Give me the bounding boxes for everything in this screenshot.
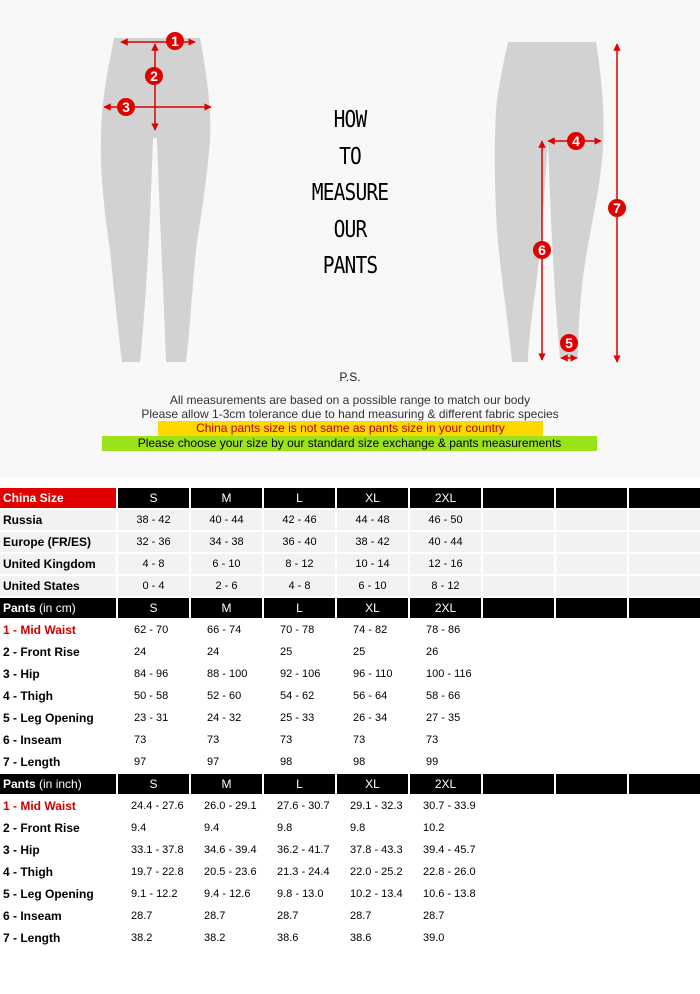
empty-cell xyxy=(629,708,700,728)
size-value: 74 - 82 xyxy=(337,620,408,640)
empty-cell xyxy=(483,730,554,750)
unit-label: (in cm) xyxy=(35,601,76,615)
size-value: 73 xyxy=(337,730,408,750)
measurement-guide xyxy=(0,0,700,478)
empty-cell xyxy=(483,664,554,684)
empty-cell xyxy=(483,906,554,926)
empty-header-cell xyxy=(556,598,627,618)
size-value: 46 - 50 xyxy=(410,510,481,530)
size-value: 52 - 60 xyxy=(191,686,262,706)
size-value: 24 - 32 xyxy=(191,708,262,728)
size-value: 9.8 xyxy=(337,818,408,838)
empty-cell xyxy=(629,664,700,684)
table-row xyxy=(0,642,700,662)
row-label: 5 - Leg Opening xyxy=(0,884,116,904)
empty-cell xyxy=(629,752,700,772)
empty-cell xyxy=(556,554,627,574)
size-value: 50 - 58 xyxy=(118,686,189,706)
empty-header-cell xyxy=(629,598,700,618)
row-label: 1 - Mid Waist xyxy=(0,620,116,640)
size-value: 33.1 - 37.8 xyxy=(118,840,189,860)
size-value: 10.2 xyxy=(410,818,481,838)
empty-header-cell xyxy=(629,774,700,794)
size-value: 28.7 xyxy=(264,906,335,926)
row-label: 5 - Leg Opening xyxy=(0,708,116,728)
empty-cell xyxy=(629,510,700,530)
size-value: 22.0 - 25.2 xyxy=(337,862,408,882)
table-row xyxy=(0,510,700,530)
size-value: 4 - 8 xyxy=(264,576,335,596)
size-value: 37.8 - 43.3 xyxy=(337,840,408,860)
size-value: 34 - 38 xyxy=(191,532,262,552)
size-value: 34.6 - 39.4 xyxy=(191,840,262,860)
size-value: 70 - 78 xyxy=(264,620,335,640)
size-header: 2XL xyxy=(410,598,481,618)
size-value: 28.7 xyxy=(118,906,189,926)
empty-cell xyxy=(483,708,554,728)
table-row xyxy=(0,576,700,596)
size-value: 6 - 10 xyxy=(191,554,262,574)
china-header-label: China Size xyxy=(0,488,116,508)
size-value: 9.4 xyxy=(191,818,262,838)
table-row xyxy=(0,862,700,882)
size-header: S xyxy=(118,598,189,618)
empty-header-cell xyxy=(483,488,554,508)
svg-text:5: 5 xyxy=(565,335,573,351)
size-value: 62 - 70 xyxy=(118,620,189,640)
empty-cell xyxy=(556,664,627,684)
size-value: 39.4 - 45.7 xyxy=(410,840,481,860)
row-label: 3 - Hip xyxy=(0,664,116,684)
size-value: 21.3 - 24.4 xyxy=(264,862,335,882)
size-value: 6 - 10 xyxy=(337,576,408,596)
empty-cell xyxy=(556,928,627,948)
table-row xyxy=(0,532,700,552)
size-value: 58 - 66 xyxy=(410,686,481,706)
note-line: All measurements are based on a possible range to match our body xyxy=(169,393,531,407)
size-value: 100 - 116 xyxy=(410,664,481,684)
size-value: 27.6 - 30.7 xyxy=(264,796,335,816)
table-row xyxy=(0,708,700,728)
table-row xyxy=(0,906,700,926)
empty-header-cell xyxy=(483,598,554,618)
size-value: 25 xyxy=(264,642,335,662)
size-value: 38.2 xyxy=(191,928,262,948)
china-header-row xyxy=(0,488,700,508)
size-value: 98 xyxy=(264,752,335,772)
empty-cell xyxy=(483,554,554,574)
size-value: 39.0 xyxy=(410,928,481,948)
size-header: L xyxy=(264,598,335,618)
size-value: 99 xyxy=(410,752,481,772)
size-value: 29.1 - 32.3 xyxy=(337,796,408,816)
table-row xyxy=(0,752,700,772)
svg-text:7: 7 xyxy=(613,200,621,216)
empty-cell xyxy=(629,554,700,574)
table-row xyxy=(0,730,700,750)
row-label: United Kingdom xyxy=(0,554,116,574)
empty-cell xyxy=(556,796,627,816)
empty-cell xyxy=(556,642,627,662)
size-value: 73 xyxy=(264,730,335,750)
size-value: 2 - 6 xyxy=(191,576,262,596)
svg-text:6: 6 xyxy=(538,242,546,258)
size-header: 2XL xyxy=(410,488,481,508)
svg-text:1: 1 xyxy=(171,33,179,49)
empty-cell xyxy=(556,884,627,904)
empty-cell xyxy=(556,730,627,750)
size-value: 66 - 74 xyxy=(191,620,262,640)
size-value: 19.7 - 22.8 xyxy=(118,862,189,882)
empty-cell xyxy=(629,730,700,750)
empty-cell xyxy=(483,752,554,772)
size-value: 9.4 - 12.6 xyxy=(191,884,262,904)
empty-cell xyxy=(629,906,700,926)
table-row xyxy=(0,840,700,860)
size-value: 92 - 106 xyxy=(264,664,335,684)
row-label: 3 - Hip xyxy=(0,840,116,860)
row-label: 2 - Front Rise xyxy=(0,818,116,838)
row-label: 2 - Front Rise xyxy=(0,642,116,662)
empty-header-cell xyxy=(556,774,627,794)
marker-1 xyxy=(166,32,184,50)
empty-cell xyxy=(556,686,627,706)
empty-cell xyxy=(556,840,627,860)
empty-cell xyxy=(556,620,627,640)
empty-cell xyxy=(556,532,627,552)
size-value: 44 - 48 xyxy=(337,510,408,530)
empty-cell xyxy=(556,576,627,596)
empty-cell xyxy=(483,686,554,706)
size-value: 10 - 14 xyxy=(337,554,408,574)
marker-3 xyxy=(117,98,135,116)
size-value: 73 xyxy=(191,730,262,750)
marker-2 xyxy=(145,67,163,85)
size-value: 36.2 - 41.7 xyxy=(264,840,335,860)
size-value: 9.8 - 13.0 xyxy=(264,884,335,904)
size-value: 38.2 xyxy=(118,928,189,948)
empty-cell xyxy=(483,620,554,640)
size-value: 26.0 - 29.1 xyxy=(191,796,262,816)
back-leggings-shape xyxy=(495,42,604,362)
size-table xyxy=(0,486,700,950)
row-label: 4 - Thigh xyxy=(0,862,116,882)
size-header: M xyxy=(191,598,262,618)
size-value: 10.2 - 13.4 xyxy=(337,884,408,904)
size-value: 73 xyxy=(410,730,481,750)
empty-cell xyxy=(556,752,627,772)
size-value: 38 - 42 xyxy=(337,532,408,552)
size-header: S xyxy=(118,774,189,794)
cm-header-label: Pants (in cm) xyxy=(0,598,116,618)
title-line: TO xyxy=(339,143,361,170)
empty-cell xyxy=(556,818,627,838)
row-label: Russia xyxy=(0,510,116,530)
svg-text:2: 2 xyxy=(150,68,158,84)
marker-7 xyxy=(608,199,626,217)
size-value: 24.4 - 27.6 xyxy=(118,796,189,816)
marker-6 xyxy=(533,241,551,259)
empty-header-cell xyxy=(556,488,627,508)
size-value: 23 - 31 xyxy=(118,708,189,728)
size-value: 97 xyxy=(191,752,262,772)
size-value: 25 - 33 xyxy=(264,708,335,728)
size-value: 42 - 46 xyxy=(264,510,335,530)
size-value: 10.6 - 13.8 xyxy=(410,884,481,904)
size-value: 78 - 86 xyxy=(410,620,481,640)
size-header: XL xyxy=(337,774,408,794)
size-value: 8 - 12 xyxy=(410,576,481,596)
table-row xyxy=(0,884,700,904)
empty-cell xyxy=(556,708,627,728)
svg-text:3: 3 xyxy=(122,99,130,115)
empty-cell xyxy=(629,642,700,662)
table-row xyxy=(0,664,700,684)
table-row xyxy=(0,818,700,838)
empty-cell xyxy=(483,862,554,882)
size-value: 9.1 - 12.2 xyxy=(118,884,189,904)
empty-cell xyxy=(629,796,700,816)
size-header: M xyxy=(191,488,262,508)
size-header: L xyxy=(264,774,335,794)
empty-cell xyxy=(483,532,554,552)
size-value: 40 - 44 xyxy=(191,510,262,530)
row-label: Europe (FR/ES) xyxy=(0,532,116,552)
empty-cell xyxy=(483,928,554,948)
empty-cell xyxy=(556,862,627,882)
size-value: 8 - 12 xyxy=(264,554,335,574)
cm-header-row xyxy=(0,598,700,618)
unit-label: (in inch) xyxy=(35,777,82,791)
size-value: 84 - 96 xyxy=(118,664,189,684)
marker-4 xyxy=(567,132,585,150)
size-value: 9.4 xyxy=(118,818,189,838)
size-value: 24 xyxy=(118,642,189,662)
size-value: 25 xyxy=(337,642,408,662)
size-value: 54 - 62 xyxy=(264,686,335,706)
empty-cell xyxy=(483,510,554,530)
note-line: Please allow 1-3cm tolerance due to hand measuring & different fabric species xyxy=(141,407,559,421)
row-label: United States xyxy=(0,576,116,596)
row-label: 6 - Inseam xyxy=(0,730,116,750)
row-label: 7 - Length xyxy=(0,752,116,772)
row-label: 4 - Thigh xyxy=(0,686,116,706)
warning-highlight: China pants size is not same as pants size in your country xyxy=(158,421,543,436)
empty-cell xyxy=(483,642,554,662)
size-value: 0 - 4 xyxy=(118,576,189,596)
size-value: 20.5 - 23.6 xyxy=(191,862,262,882)
size-value: 96 - 110 xyxy=(337,664,408,684)
size-value: 22.8 - 26.0 xyxy=(410,862,481,882)
size-value: 27 - 35 xyxy=(410,708,481,728)
advice-highlight: Please choose your size by our standard size exchange & pants measurements xyxy=(102,436,597,451)
empty-cell xyxy=(629,818,700,838)
table-row xyxy=(0,620,700,640)
size-value: 28.7 xyxy=(410,906,481,926)
title-line: MEASURE xyxy=(311,180,389,206)
table-row xyxy=(0,796,700,816)
empty-cell xyxy=(483,576,554,596)
size-value: 12 - 16 xyxy=(410,554,481,574)
empty-cell xyxy=(629,686,700,706)
size-value: 26 xyxy=(410,642,481,662)
row-label: 7 - Length xyxy=(0,928,116,948)
title-line: PANTS xyxy=(322,253,378,279)
empty-cell xyxy=(629,576,700,596)
size-value: 28.7 xyxy=(337,906,408,926)
row-label: 6 - Inseam xyxy=(0,906,116,926)
empty-cell xyxy=(483,884,554,904)
empty-cell xyxy=(629,884,700,904)
empty-header-cell xyxy=(629,488,700,508)
size-value: 30.7 - 33.9 xyxy=(410,796,481,816)
size-header: XL xyxy=(337,598,408,618)
empty-cell xyxy=(629,840,700,860)
size-value: 24 xyxy=(191,642,262,662)
size-value: 88 - 100 xyxy=(191,664,262,684)
size-header: XL xyxy=(337,488,408,508)
guide-title xyxy=(308,102,393,285)
empty-cell xyxy=(629,862,700,882)
size-value: 40 - 44 xyxy=(410,532,481,552)
size-header: S xyxy=(118,488,189,508)
table-row xyxy=(0,554,700,574)
size-header: L xyxy=(264,488,335,508)
empty-cell xyxy=(629,532,700,552)
empty-cell xyxy=(556,906,627,926)
inch-header-label: Pants (in inch) xyxy=(0,774,116,794)
size-value: 32 - 36 xyxy=(118,532,189,552)
marker-5 xyxy=(560,334,578,352)
empty-cell xyxy=(629,928,700,948)
title-line: OUR xyxy=(333,216,367,243)
empty-cell xyxy=(483,840,554,860)
size-value: 98 xyxy=(337,752,408,772)
size-value: 26 - 34 xyxy=(337,708,408,728)
table-row xyxy=(0,928,700,948)
size-value: 56 - 64 xyxy=(337,686,408,706)
empty-header-cell xyxy=(483,774,554,794)
row-label: 1 - Mid Waist xyxy=(0,796,116,816)
inch-header-row xyxy=(0,774,700,794)
size-value: 28.7 xyxy=(191,906,262,926)
empty-cell xyxy=(483,818,554,838)
ps-label: P.S. xyxy=(339,370,361,384)
size-value: 36 - 40 xyxy=(264,532,335,552)
size-value: 38.6 xyxy=(264,928,335,948)
size-value: 73 xyxy=(118,730,189,750)
table-row xyxy=(0,686,700,706)
size-value: 9.8 xyxy=(264,818,335,838)
size-header: M xyxy=(191,774,262,794)
empty-cell xyxy=(629,620,700,640)
size-value: 38 - 42 xyxy=(118,510,189,530)
size-header: 2XL xyxy=(410,774,481,794)
size-value: 4 - 8 xyxy=(118,554,189,574)
empty-cell xyxy=(556,510,627,530)
size-value: 38.6 xyxy=(337,928,408,948)
empty-cell xyxy=(483,796,554,816)
title-line: HOW xyxy=(333,107,367,133)
size-value: 97 xyxy=(118,752,189,772)
svg-text:4: 4 xyxy=(572,133,580,149)
